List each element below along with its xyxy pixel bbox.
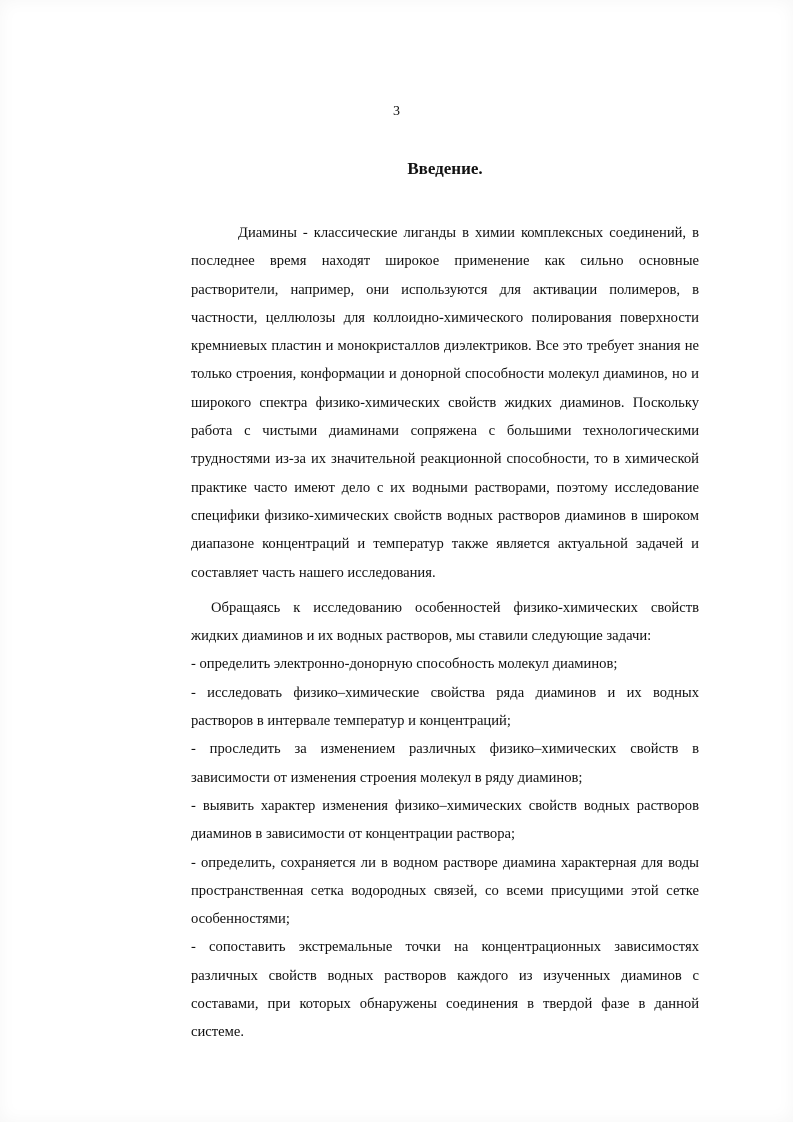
section-title: Введение. bbox=[407, 159, 483, 178]
task-item: - исследовать физико–химические свойства ряда диаминов и их водных растворов в интервале температур и концентраций; bbox=[191, 684, 699, 730]
task-item: - проследить за изменением различных физико–химических свойств в зависимости от изменения строения молекул в ряду диаминов; bbox=[191, 741, 699, 786]
task-item: - выявить характер изменения физико–химических свойств водных растворов диаминов в зависимости от концентрации раствора; bbox=[191, 797, 699, 843]
page-number: 3 bbox=[393, 104, 400, 119]
document-body bbox=[191, 219, 699, 1047]
task-item: - сопоставить экстремальные точки на концентрационных зависимостях различных свойств водных растворов каждого из изученных диаминов с составами, при которых обнаружены соединения в твердой фазе в данной системе. bbox=[191, 939, 699, 1041]
task-item: - определить электронно-донорную способность молекул диаминов; bbox=[191, 656, 618, 673]
objectives-paragraph: Обращаясь к исследованию особенностей физико-химических свойств жидких диаминов и их водных растворов, мы ставили следующие задачи: bbox=[191, 599, 699, 645]
task-item: - определить, сохраняется ли в водном растворе диамина характерная для воды пространственная сетка водородных связей, со всеми присущими этой сетке особенностями; bbox=[191, 854, 699, 928]
task-list bbox=[191, 650, 699, 1046]
intro-paragraph: Диамины - классические лиганды в химии комплексных соединений, в последнее время находят широкое применение как сильно основные растворители, например, они используются для активации полимеров, в частности, целлюлозы для коллоидно-химического полирования поверхности кремниевых пластин и монокристаллов диэлектриков. Все это требует знания не только строения, конформации и донорной способности молекул диаминов, но и широкого спектра физико-химических свойств жидких диаминов. Поскольку работа с чистыми диаминами сопряжена с большими технологическими трудностями из-за их значительной реакционной способности, то в химической практике часто имеют дело с их водными растворами, поэтому исследование специфики физико-химических свойств водных растворов диаминов в широком диапазоне концентраций и температур также является актуальной задачей и составляет часть нашего исследования. bbox=[191, 225, 699, 581]
